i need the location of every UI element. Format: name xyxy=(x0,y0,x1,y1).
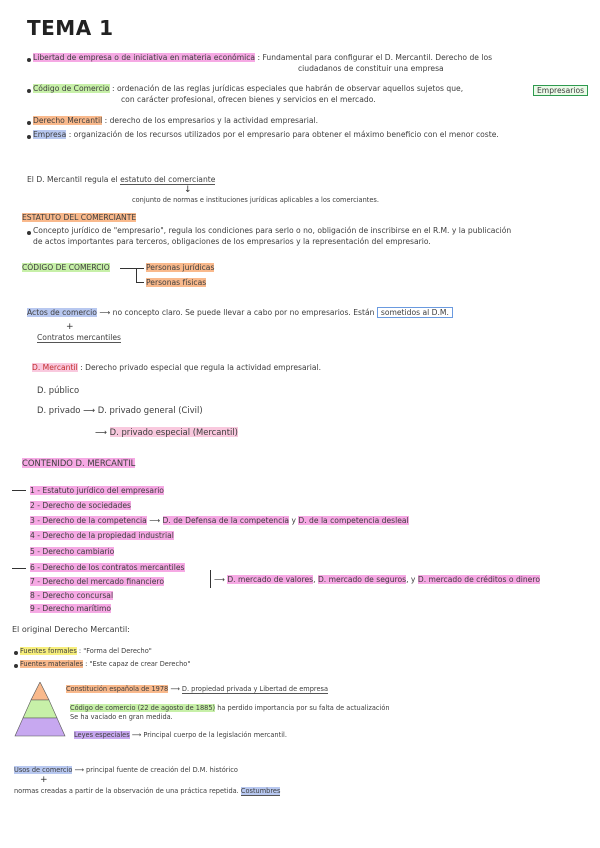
contenido-item xyxy=(30,501,131,511)
contenido-item-4: 4 - Derecho de la propiedad industrial xyxy=(30,531,174,540)
contenido-item-5: 5 - Derecho cambiario xyxy=(30,547,115,556)
bracket-line xyxy=(210,570,211,588)
dmercantil-especial-line xyxy=(95,427,238,437)
actos-line xyxy=(27,308,453,318)
contenido-item-3-line xyxy=(30,516,409,526)
bracket-line xyxy=(12,568,26,569)
arrow-right-icon: ⟶ xyxy=(131,731,144,739)
contenido-item-3: 3 - Derecho de la competencia xyxy=(30,516,147,525)
def4-text: : organización de los recursos utilizados por el empresario para obtener el máximo beneficio con el menor coste. xyxy=(68,130,499,139)
def2-box-wrap xyxy=(533,86,588,96)
def2-box: Empresarios xyxy=(533,85,588,96)
def2-term: Código de Comercio xyxy=(33,84,110,93)
fm-def: : "Este capaz de crear Derecho" xyxy=(85,660,191,668)
contenido-item-7: 7 - Derecho del mercado financiero xyxy=(30,577,164,586)
codigo-branch-b-wrap xyxy=(146,278,206,288)
def1-text-a: : Fundamental para configurar el D. Mercantil. Derecho de los xyxy=(257,53,493,62)
bullet xyxy=(14,664,18,668)
bullet xyxy=(27,121,31,125)
dmercantil-publico: D. público xyxy=(37,385,80,395)
bullet xyxy=(27,89,31,93)
bullet xyxy=(27,58,31,62)
arrow-right-icon: ⟶ xyxy=(74,766,87,774)
arrow-right-icon: ⟶ xyxy=(99,308,111,317)
contenido-item xyxy=(30,604,111,614)
dmercantil-term: D. Mercantil xyxy=(32,363,78,372)
arrow-right-icon: ⟶ xyxy=(149,516,163,525)
tree-line xyxy=(136,268,144,269)
hierarchy-pyramid-icon xyxy=(14,682,66,738)
contenido-item xyxy=(30,486,164,496)
plus-icon: + xyxy=(66,322,74,332)
arrow-right-icon: ⟶ xyxy=(170,685,182,693)
pyramid-1-line xyxy=(66,684,328,694)
ff-def: : "Forma del Derecho" xyxy=(78,647,152,655)
dmercantil-especial: D. privado especial (Mercantil) xyxy=(109,427,238,437)
fm-line xyxy=(20,659,190,669)
down-arrow-icon: ↓ xyxy=(184,185,192,195)
p2-term: Código de comercio (22 de agosto de 1885) xyxy=(70,704,216,712)
p1-term: Constitución española de 1978 xyxy=(66,685,169,693)
page-title: TEMA 1 xyxy=(27,16,114,40)
estatuto-line-b: de actos importantes para terceros, obligaciones de los empresarios y la representación del empresario. xyxy=(33,237,431,246)
p3-def: Principal cuerpo de la legislación mercantil. xyxy=(143,731,287,739)
def4-term: Empresa xyxy=(33,130,67,139)
contenido-item-6: 6 - Derecho de los contratos mercantiles xyxy=(30,563,185,572)
actos-term: Actos de comercio xyxy=(27,308,97,317)
fuentes-materiales: Fuentes materiales xyxy=(20,660,84,668)
arrow-right-icon: ⟶ xyxy=(83,405,98,415)
usos-sub: normas creadas a partir de la observación de una práctica repetida. xyxy=(14,787,239,795)
contenido-item-2: 2 - Derecho de sociedades xyxy=(30,501,131,510)
dmercantil-def: : Derecho privado especial que regula la actividad empresarial. xyxy=(80,363,322,372)
usos-sub-line xyxy=(14,786,280,796)
estatuto-intro-sub: conjunto de normas e instituciones jurídicas aplicables a los comerciantes. xyxy=(132,196,379,204)
bullet xyxy=(27,135,31,139)
estatuto-heading-wrap xyxy=(22,213,136,223)
dmercantil-privado: D. privado xyxy=(37,405,81,415)
contenido-item-9: 9 - Derecho marítimo xyxy=(30,604,112,613)
bullet xyxy=(14,651,18,655)
actos-box: sometidos al D.M. xyxy=(377,307,453,318)
def3-term: Derecho Mercantil xyxy=(33,116,103,125)
codigo-label: CÓDIGO DE COMERCIO xyxy=(22,263,110,272)
codigo-branch-a-wrap xyxy=(146,263,214,273)
mercado-b: D. mercado de seguros xyxy=(317,575,407,584)
origen-heading: El original Derecho Mercantil: xyxy=(12,625,130,634)
dmercantil-line xyxy=(32,363,321,373)
def1-term: Libertad de empresa o de iniciativa en materia económica xyxy=(33,53,256,62)
arrow-right-icon: ⟶ xyxy=(95,427,110,437)
mercado-line: ⟶ D. mercado de valores, D. mercado de seguros, y D. mercado de créditos o dinero xyxy=(214,575,540,584)
mercado-c: D. mercado de créditos o dinero xyxy=(417,575,540,584)
usos-term: Usos de comercio xyxy=(14,766,73,774)
ff-line xyxy=(20,646,152,656)
pyramid-3-line xyxy=(74,730,287,740)
def2-line xyxy=(33,84,463,94)
arrow-right-icon: ⟶ xyxy=(214,575,228,584)
competencia-a: D. de Defensa de la competencia xyxy=(162,516,290,525)
estatuto-intro-lead: El D. Mercantil regula el xyxy=(27,175,118,184)
def2-text-a: : ordenación de las reglas jurídicas especiales que habrán de observar aquellos sujetos que, xyxy=(112,84,464,93)
def2-text-b: con carácter profesional, ofrecen bienes y servicios en el mercado. xyxy=(121,95,376,104)
estatuto-intro-line xyxy=(27,175,215,185)
mercado-a: D. mercado de valores xyxy=(227,575,314,584)
estatuto-line-a: Concepto jurídico de "empresario", regula los condiciones para serlo o no, obligación de inscribirse en el R.M. y la publicación xyxy=(33,226,512,235)
def3-line xyxy=(33,116,318,126)
actos-def: no concepto claro. Se puede llevar a cabo por no empresarios. Están xyxy=(112,308,375,317)
bracket-line xyxy=(12,490,26,491)
contenido-item xyxy=(30,591,113,601)
bullet xyxy=(27,231,31,235)
contenido-item-7-line xyxy=(30,577,164,587)
tree-line xyxy=(136,282,144,283)
tree-line xyxy=(136,268,137,282)
codigo-branch-b: Personas físicas xyxy=(146,278,207,287)
p2-sub: Se ha vaciado en gran medida. xyxy=(70,713,173,721)
usos-line xyxy=(14,765,238,775)
contenido-item-1: 1 - Estatuto jurídico del empresario xyxy=(30,486,164,495)
estatuto-heading: ESTATUTO DEL COMERCIANTE xyxy=(22,213,137,222)
def1-text-b: ciudadanos de constituir una empresa xyxy=(298,64,444,73)
actos-sub-wrap xyxy=(37,333,121,343)
def4-line xyxy=(33,130,499,140)
contenido-item-8: 8 - Derecho concursal xyxy=(30,591,114,600)
actos-sub: Contratos mercantiles xyxy=(37,333,121,342)
plus-icon: + xyxy=(40,775,48,785)
contenido-item xyxy=(30,531,174,541)
p3-term: Leyes especiales xyxy=(74,731,130,739)
dmercantil-general: D. privado general (Civil) xyxy=(97,405,203,415)
estatuto-intro-term: estatuto del comerciante xyxy=(120,175,216,184)
fuentes-formales: Fuentes formales xyxy=(20,647,77,655)
costumbres: Costumbres xyxy=(240,787,281,795)
contenido-item xyxy=(30,563,185,573)
tree-line xyxy=(120,268,136,269)
codigo-branch-a: Personas jurídicas xyxy=(146,263,215,272)
codigo-label-wrap xyxy=(22,263,110,273)
competencia-b: D. de la competencia desleal xyxy=(298,516,409,525)
dmercantil-privado-line xyxy=(37,405,203,415)
usos-def: principal fuente de creación del D.M. histórico xyxy=(86,766,238,774)
def3-text: : derecho de los empresarios y la actividad empresarial. xyxy=(104,116,319,125)
competencia-y: y xyxy=(291,516,296,525)
p2-def: ha perdido importancia por su falta de actualización xyxy=(217,704,390,712)
contenido-heading-wrap xyxy=(22,458,135,468)
p1-def: D. propiedad privada y Libertad de empresa xyxy=(181,685,329,693)
contenido-heading: CONTENIDO D. MERCANTIL xyxy=(22,458,136,468)
contenido-item xyxy=(30,547,114,557)
def1-line xyxy=(33,53,492,63)
